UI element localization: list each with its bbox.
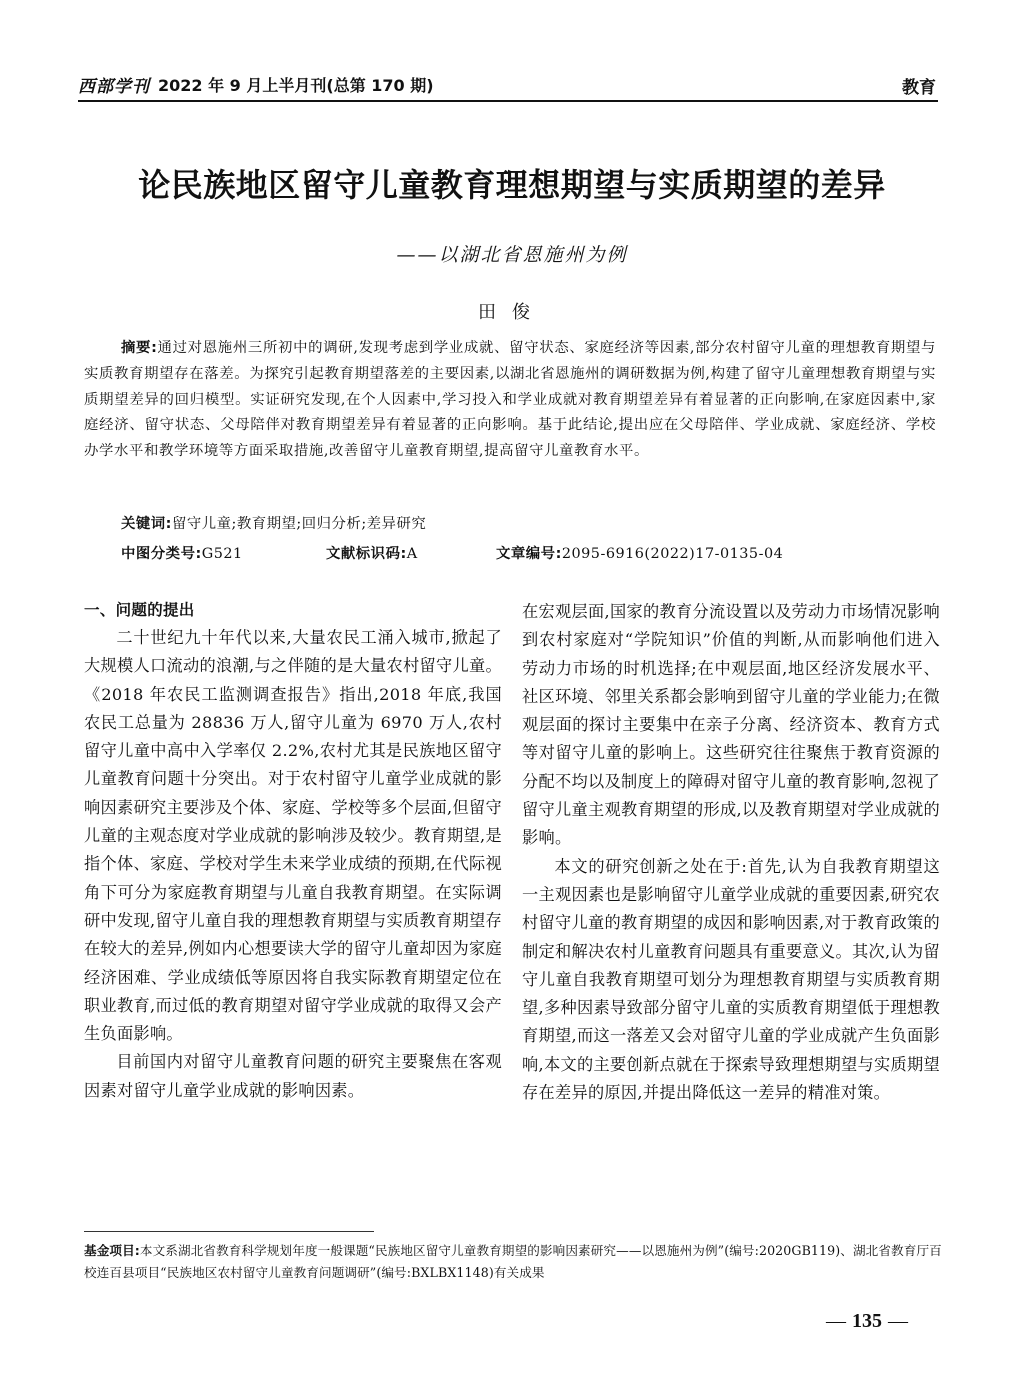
left-column [84,596,502,1105]
classification-line [121,542,936,563]
keywords [121,512,426,533]
body-paragraph: 本文的研究创新之处在于:首先,认为自我教育期望这一主观因素也是影响留守儿童学业成就的重要因素,研究农村留守儿童的教育期望的成因和影响因素,对于教育政策的制定和解决农村儿童教育问题具有重要意义。其次,认为留守儿童自我教育期望可划分为理想教育期望与实质教育期望,多种因素导致部分留守儿童的实质教育期望低于理想教育期望,而这一落差又会对留守儿童的学业成就产生负面影响,本文的主要创新点就在于探索导致理想期望与实质期望存在差异的原因,并提出降低这一差异的精准对策。 [522,856,940,1103]
article-subtitle: ——以湖北省恩施州为例 [396,244,628,266]
funding-footnote [84,1240,944,1284]
doc-label: 文献标识码: [326,546,407,562]
clc-value: G521 [201,546,243,562]
abstract [84,336,936,465]
footnote-label: 基金项目: [84,1243,140,1258]
page-number-value: 135 [852,1310,882,1332]
body-paragraph: 二十世纪九十年代以来,大量农民工涌入城市,掀起了大规模人口流动的浪潮,与之伴随的是大量农村留守儿童。《2018 年农民工监测调查报告》指出,2018 年底,我国农民工总量为 28836 万人,留守儿童为 6970 万人,农村留守儿童中高中入学率仅 2.2%,农村尤其是民族地区留守儿童教育问题十分突出。对于农村留守儿童学业成就的影响因素研究主要涉及个体、家庭、学校等多个层面,但留守儿童的主观态度对学业成就的影响涉及较少。教育期望,是指个体、家庭、学校对学生未来学业成绩的预期,在代际视角下可分为家庭教育期望与儿童自我教育期望。在实际调研中发现,留守儿童自我的理想教育期望与实质教育期望存在较大的差异,例如内心想要读大学的留守儿童却因为家庭经济困难、学业成绩低等原因将自我实际教育期望定位在职业教育,而过低的教育期望对留守学业成就的取得又会产生负面影响。 [84,628,502,1044]
running-header [78,70,938,102]
article-value: 2095-6916(2022)17-0135-04 [561,546,784,562]
section-name: 教育 [902,78,936,98]
journal-issue: 2022 年 9 月上半月刊(总第 170 期) [158,76,434,95]
author-name: 田俊 [478,302,546,323]
document-code [326,542,496,563]
right-column [522,598,940,1107]
abstract-text: 通过对恩施州三所初中的调研,发现考虑到学业成就、留守状态、家庭经济等因素,部分农村留守儿童的理想教育期望与实质教育期望存在落差。为探究引起教育期望落差的主要因素,以湖北省恩施州的调研数据为例,构建了留守儿童理想教育期望与实质期望差异的回归模型。实证研究发现,在个人因素中,学习投入和学业成就对教育期望差异有着显著的正向影响,在家庭因素中,家庭经济、留守状态、父母陪伴对教育期望差异有着显著的正向影响。基于此结论,提出应在父母陪伴、学业成就、家庭经济、学校办学水平和教学环境等方面采取措施,改善留守儿童教育期望,提高留守儿童教育水平。 [84,340,937,460]
abstract-label: 摘要: [121,340,158,356]
article-label: 文章编号: [496,546,562,562]
keywords-text: 留守儿童;教育期望;回归分析;差异研究 [171,516,427,532]
footnote-divider [84,1231,374,1232]
journal-logo: 西部学刊 [78,77,150,97]
clc-label: 中图分类号: [121,546,202,562]
article-number [496,542,783,563]
keywords-label: 关键词: [121,516,172,532]
article-title: 论民族地区留守儿童教育理想期望与实质期望的差异 [138,166,886,204]
clc-number [121,542,326,563]
body-paragraph-continued: 在宏观层面,国家的教育分流设置以及劳动力市场情况影响到农村家庭对“学院知识”价值的判断,从而影响他们进入劳动力市场的时机选择;在中观层面,地区经济发展水平、社区环境、邻里关系都会影响到留守儿童的学业能力;在微观层面的探讨主要集中在亲子分离、经济资本、教育方式等对留守儿童的影响上。这些研究往往聚焦于教育资源的分配不均以及制度上的障碍对留守儿童的教育影响,忽视了留守儿童主观教育期望的形成,以及教育期望对学业成就的影响。 [522,602,940,848]
section-heading: 一、问题的提出 [84,601,195,619]
page-number: — 135 — [826,1310,908,1332]
body-paragraph: 目前国内对留守儿童教育问题的研究主要聚焦在客观因素对留守儿童学业成就的影响因素。 [84,1052,502,1100]
footnote-text: 本文系湖北省教育科学规划年度一般课题“民族地区留守儿童教育期望的影响因素研究——以恩施州为例”(编号:2020GB119)、湖北省教育厅百校连百县项目“民族地区农村留守儿童教育问题调研”(编号:BXLBX1148)有关成果 [84,1243,942,1280]
doc-value: A [406,546,418,562]
